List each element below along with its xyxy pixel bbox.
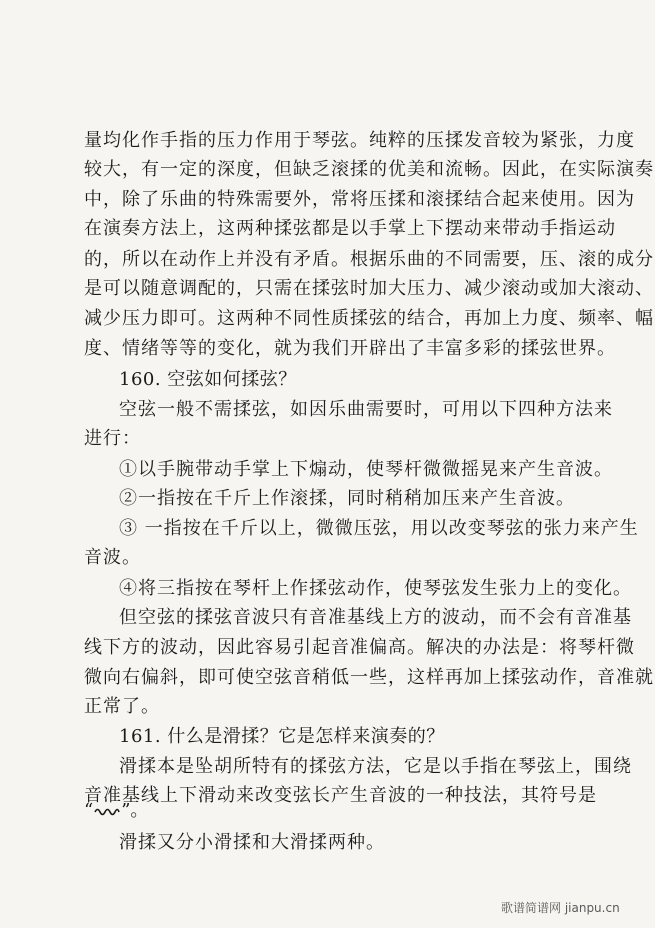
open-quote: “ [84,800,94,821]
section-heading-161: 161. 什么是滑揉？它是怎样来演奏的？ [119,726,445,747]
text-line-11: 进行： [84,428,141,449]
text-line-23: 音准基线上下滑动来改变弦长产生音波的一种技法，其符号是 [84,785,597,806]
list-item-3: ③ 一指按在千斤以上，微微压弦，用以改变琴弦的张力来产生 [119,518,639,539]
text-line-10: 空弦一般不需揉弦，如因乐曲需要时，可用以下四种方法来 [119,399,613,420]
close-quote: ”。 [121,800,149,821]
text-line-17: 但空弦的揉弦音波只有音准基线上方的波动，而不会有音准基 [119,607,632,628]
section-heading-160: 160. 空弦如何揉弦？ [119,369,297,390]
text-line-1: 量均化作手指的压力作用于琴弦。纯粹的压揉发音较为紧张，力度 [84,130,635,151]
text-line-8: 度、情绪等等的变化，就为我们开辟出了丰富多彩的揉弦世界。 [84,338,616,359]
text-line-24: 滑揉又分小滑揉和大滑揉两种。 [119,832,385,853]
list-item-3-cont: 音波。 [84,547,141,568]
text-line-5: 的，所以在动作上并没有矛盾。根据乐曲的不同需要，压、滚的成分 [84,249,654,270]
wavy-line-symbol-icon [94,806,120,816]
glide-symbol-line [84,800,148,826]
list-item-2: ②一指按在千斤上作滚揉，同时稍稍加压来产生音波。 [119,488,575,509]
text-line-7: 减少压力即可。这两种不同性质揉弦的结合，再加上力度、频率、幅 [84,308,654,329]
list-item-4: ④将三指按在琴杆上作揉弦动作，使琴弦发生张力上的变化。 [119,578,632,599]
site-watermark: 歌谱简谱网 jianpu.cn [501,901,620,915]
text-line-2: 较大，有一定的深度，但缺乏滚揉的优美和流畅。因此，在实际演奏 [84,159,654,180]
text-line-6: 是可以随意调配的，只需在揉弦时加大压力、减少滚动或加大滚动、 [84,278,654,299]
text-line-22: 滑揉本是坠胡所特有的揉弦方法，它是以手指在琴弦上，围绕 [119,756,632,777]
text-line-4: 在演奏方法上，这两种揉弦都是以手掌上下摆动来带动手指运动 [84,218,616,239]
text-line-18: 线下方的波动，因此容易引起音准偏高。解决的办法是：将琴杆微 [84,637,635,658]
text-line-19: 微向右偏斜，即可使空弦音稍低一些，这样再加上揉弦动作，音准就 [84,667,654,688]
text-line-20: 正常了。 [84,696,160,717]
text-line-3: 中，除了乐曲的特殊需要外，常将压揉和滚揉结合起来使用。因为 [84,189,635,210]
list-item-1: ①以手腕带动手掌上下煽动，使琴杆微微摇晃来产生音波。 [119,459,613,480]
